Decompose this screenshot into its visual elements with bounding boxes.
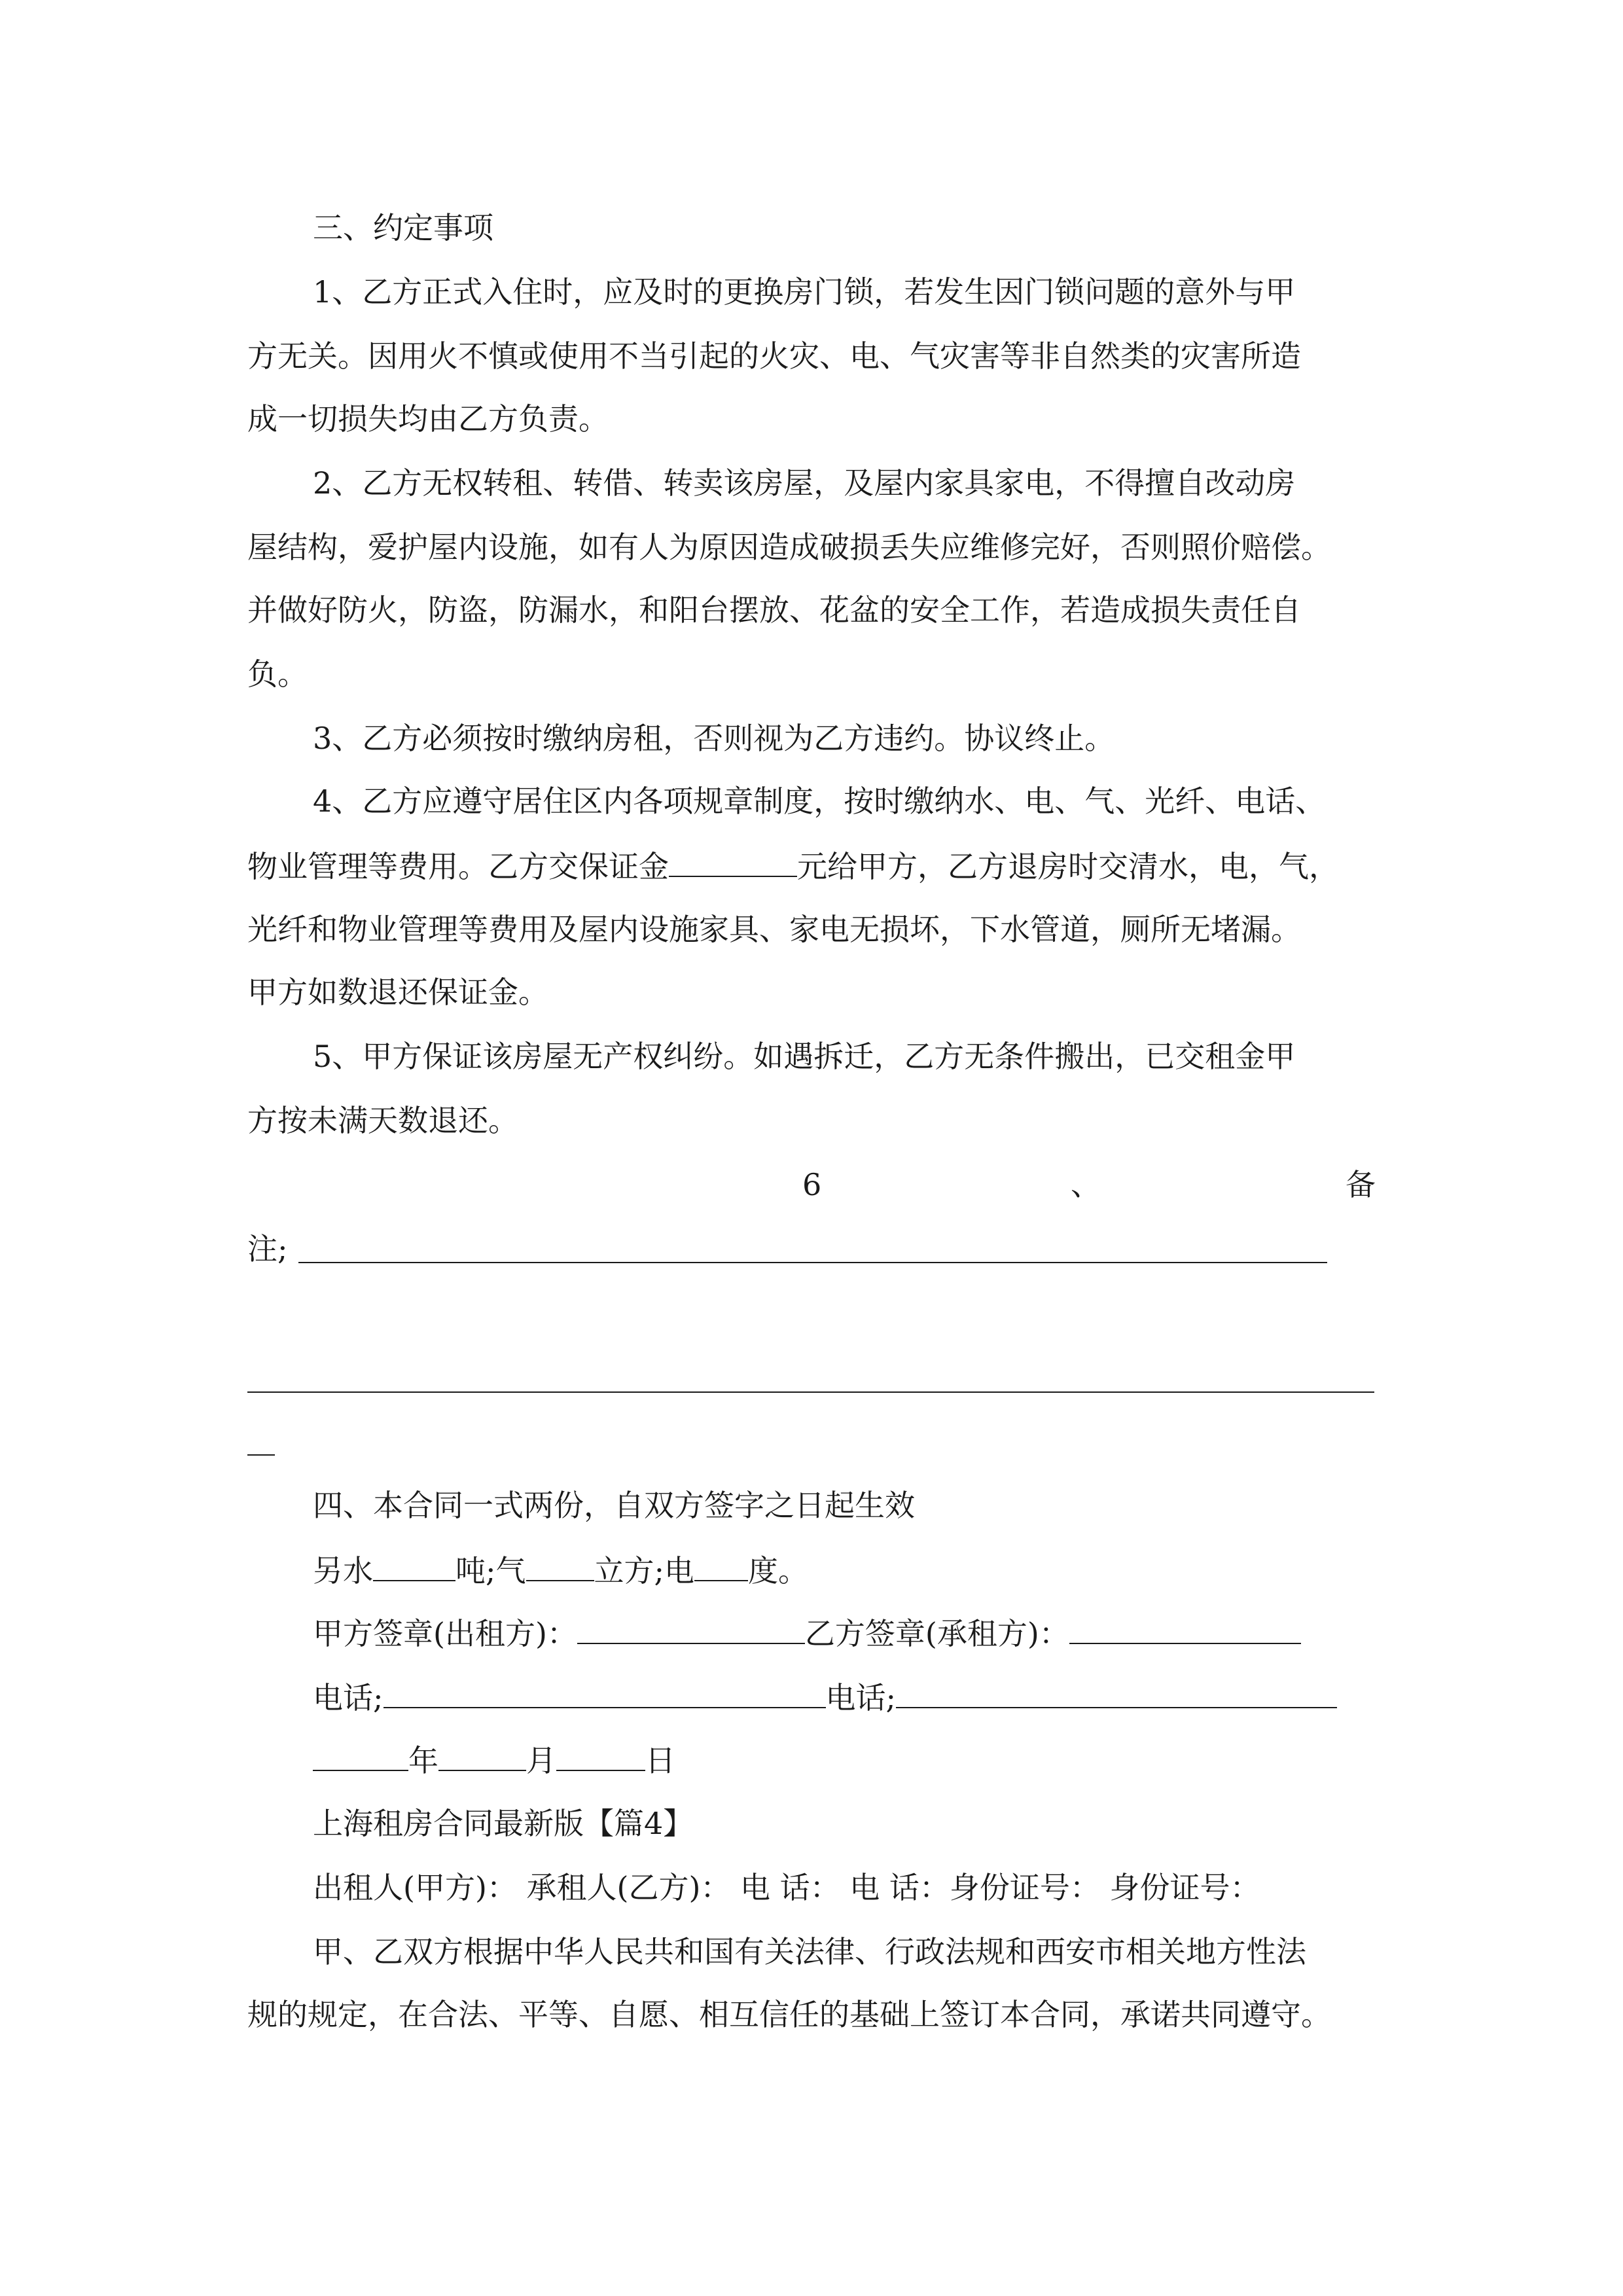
electricity-blank (694, 1550, 748, 1581)
gas-label: 吨;气 (455, 1553, 526, 1588)
item4-line1: 4、乙方应遵守居住区内各项规章制度，按时缴纳水、电、气、光纤、电话、 (313, 783, 1326, 819)
signature-line (313, 1613, 1301, 1653)
degree-label: 度。 (748, 1553, 808, 1588)
item4-line2-part1: 物业管理等费用。乙方交保证金 (247, 849, 669, 884)
utilities-line (313, 1550, 808, 1590)
tenant-phone-blank (896, 1677, 1337, 1708)
deposit-blank (669, 846, 797, 877)
section4-heading: 四、本合同一式两份，自双方签字之日起生效 (313, 1488, 915, 1523)
item4-line4: 甲方如数退还保证金。 (247, 975, 548, 1010)
remarks-line-1 (298, 1262, 1327, 1263)
item6-separator: 、 (1071, 1167, 1101, 1202)
landlord-signature-blank (577, 1613, 805, 1644)
parties-text: 出租人(甲方)： 承租人(乙方)： 电 话： 电 话：身份证号： 身份证号： (313, 1870, 1260, 1905)
item1-line3: 成一切损失均由乙方负责。 (247, 401, 609, 437)
item4-line2-part2: 元给甲方，乙方退房时交清水，电，气， (797, 849, 1339, 884)
item6-label-part2: 注; (247, 1231, 288, 1266)
landlord-signature-label: 甲方签章(出租方)： (313, 1616, 577, 1651)
parties-line (313, 1868, 1380, 1907)
landlord-phone-blank (383, 1677, 826, 1708)
intro-line1: 甲、乙双方根据中华人民共和国有关法律、行政法规和西安市相关地方性法 (313, 1934, 1306, 1969)
item4-line2 (247, 846, 1339, 886)
tenant-signature-blank (1069, 1613, 1301, 1644)
month-blank (438, 1740, 526, 1771)
item5-line2: 方按未满天数退还。 (247, 1103, 518, 1138)
date-line (313, 1740, 675, 1780)
item2-line2: 屋结构，爱护屋内设施，如有人为原因造成破损丢失应维修完好，否则照价赔偿。 (247, 529, 1331, 565)
item2-line1: 2、乙方无权转租、转借、转卖该房屋，及屋内家具家电，不得擅自改动房 (313, 465, 1296, 501)
phone-line (313, 1677, 1337, 1717)
tenant-signature-label: 乙方签章(承租方)： (804, 1616, 1069, 1651)
tenant-phone-label: 电话; (825, 1680, 896, 1715)
remarks-line-3 (247, 1454, 275, 1456)
intro-line2: 规的规定，在合法、平等、自愿、相互信任的基础上签订本合同，承诺共同遵守。 (247, 1997, 1331, 2032)
remarks-line-2 (247, 1391, 1374, 1393)
item5-line1: 5、甲方保证该房屋无产权纠纷。如遇拆迁，乙方无条件搬出，已交租金甲 (313, 1039, 1296, 1074)
electricity-label: 立方;电 (594, 1553, 694, 1588)
water-blank (373, 1550, 455, 1581)
month-label: 月 (526, 1743, 556, 1778)
item6-number: 6 (802, 1167, 822, 1202)
item2-line3: 并做好防火，防盗，防漏水，和阳台摆放、花盆的安全工作，若造成损失责任自 (247, 592, 1301, 628)
item2-line4: 负。 (247, 656, 308, 692)
item6-label-part1: 备 (1346, 1167, 1376, 1202)
next-contract-title: 上海租房合同最新版【篇4】 (313, 1806, 694, 1841)
item1-line1: 1、乙方正式入住时，应及时的更换房门锁，若发生因门锁问题的意外与甲 (313, 274, 1296, 310)
water-label: 另水 (313, 1553, 373, 1588)
gas-blank (526, 1550, 594, 1581)
section3-heading: 三、约定事项 (313, 210, 493, 245)
year-label: 年 (408, 1743, 438, 1778)
day-label: 日 (645, 1743, 675, 1778)
item4-line3: 光纤和物业管理等费用及屋内设施家具、家电无损坏，下水管道，厕所无堵漏。 (247, 912, 1301, 947)
landlord-phone-label: 电话; (313, 1680, 383, 1715)
item3-line1: 3、乙方必须按时缴纳房租，否则视为乙方违约。协议终止。 (313, 721, 1115, 756)
day-blank (556, 1740, 645, 1771)
item1-line2: 方无关。因用火不慎或使用不当引起的火灾、电、气灾害等非自然类的灾害所造 (247, 338, 1301, 374)
year-blank (313, 1740, 408, 1771)
